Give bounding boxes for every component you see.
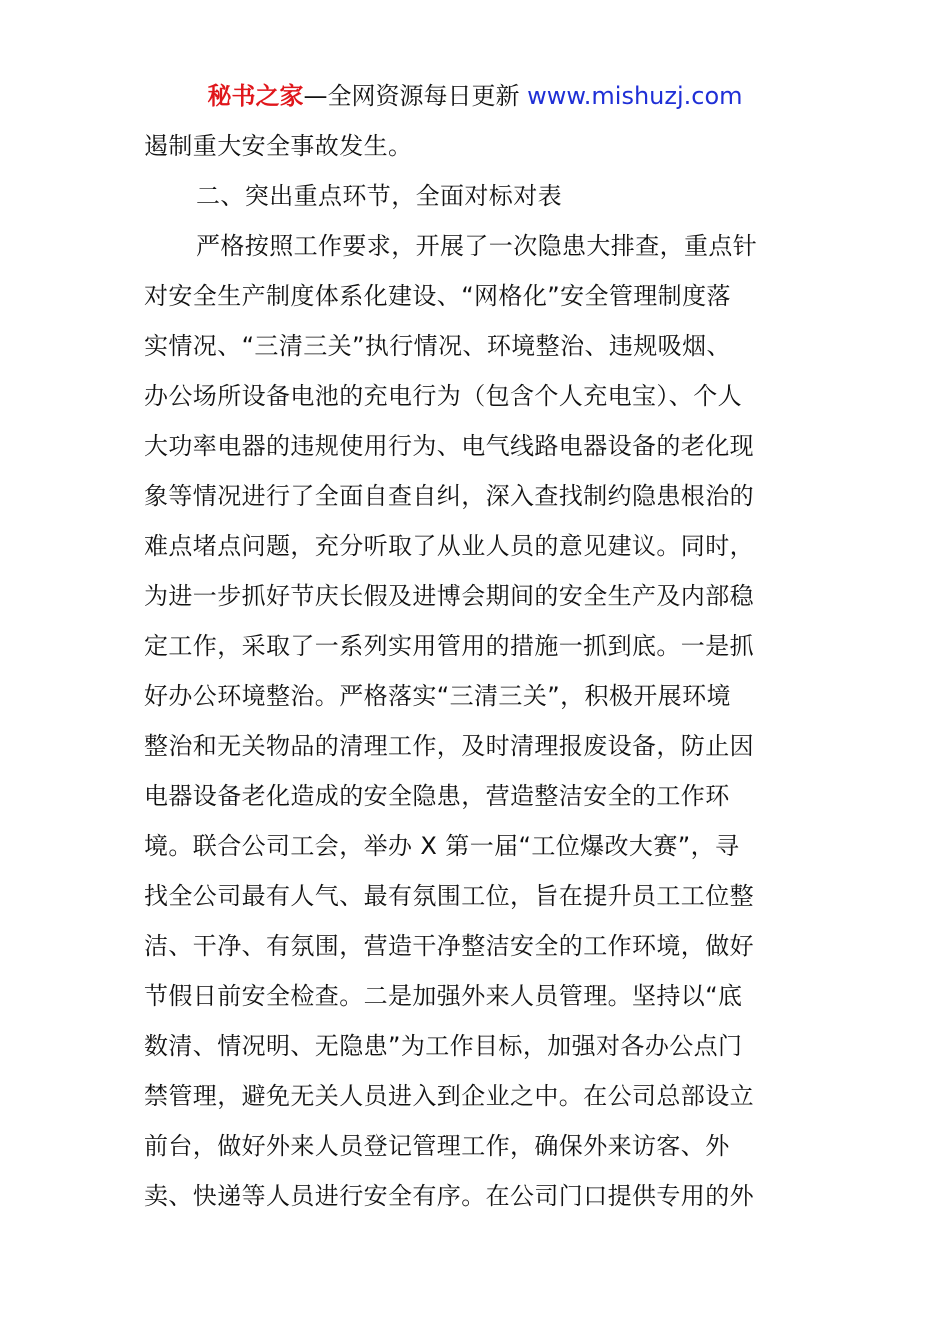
body-line: 为进一步抓好节庆长假及进博会期间的安全生产及内部稳 — [144, 582, 754, 610]
body-line: 整治和无关物品的清理工作，及时清理报废设备，防止因 — [144, 732, 754, 760]
body-line: 卖、快递等人员进行安全有序。在公司门口提供专用的外 — [144, 1182, 754, 1210]
site-header — [0, 80, 950, 112]
body-line: 好办公环境整治。严格落实“三清三关”，积极开展环境 — [144, 682, 731, 710]
body-line: 电器设备老化造成的安全隐患，营造整洁安全的工作环 — [144, 782, 730, 810]
body-line: 数清、情况明、无隐患”为工作目标，加强对各办公点门 — [144, 1032, 743, 1060]
body-line: 严格按照工作要求，开展了一次隐患大排查，重点针 — [196, 232, 758, 260]
body-line: 找全公司最有人气、最有氛围工位，旨在提升员工工位整 — [144, 882, 754, 910]
body-line: 洁、干净、有氛围，营造干净整洁安全的工作环境，做好 — [144, 932, 754, 960]
body-line: 节假日前安全检查。二是加强外来人员管理。坚持以“底 — [144, 982, 743, 1010]
body-line: 对安全生产制度体系化建设、“网格化”安全管理制度落 — [144, 282, 731, 310]
body-line: 遏制重大安全事故发生。 — [144, 132, 413, 160]
site-url-link[interactable]: www.mishuzj.com — [527, 82, 743, 110]
body-line: 难点堵点问题，充分听取了从业人员的意见建议。同时， — [144, 532, 754, 560]
section-heading: 二、突出重点环节，全面对标对表 — [196, 182, 562, 210]
body-line: 禁管理，避免无关人员进入到企业之中。在公司总部设立 — [144, 1082, 754, 1110]
body-line: 办公场所设备电池的充电行为（包含个人充电宝）、个人 — [144, 382, 742, 410]
body-line: 象等情况进行了全面自查自纠，深入查找制约隐患根治的 — [144, 482, 754, 510]
brand-name: 秘书之家 — [207, 82, 304, 110]
body-line: 前台，做好外来人员登记管理工作，确保外来访客、外 — [144, 1132, 730, 1160]
body-line: 境。联合公司工会，举办 X 第一届“工位爆改大赛”，寻 — [144, 832, 740, 860]
header-tagline: —全网资源每日更新 — [303, 82, 528, 110]
body-line: 实情况、“三清三关”执行情况、环境整治、违规吸烟、 — [144, 332, 731, 360]
body-line: 定工作，采取了一系列实用管用的措施一抓到底。一是抓 — [144, 632, 754, 660]
document-body — [144, 128, 804, 1228]
body-line: 大功率电器的违规使用行为、电气线路电器设备的老化现 — [144, 432, 754, 460]
